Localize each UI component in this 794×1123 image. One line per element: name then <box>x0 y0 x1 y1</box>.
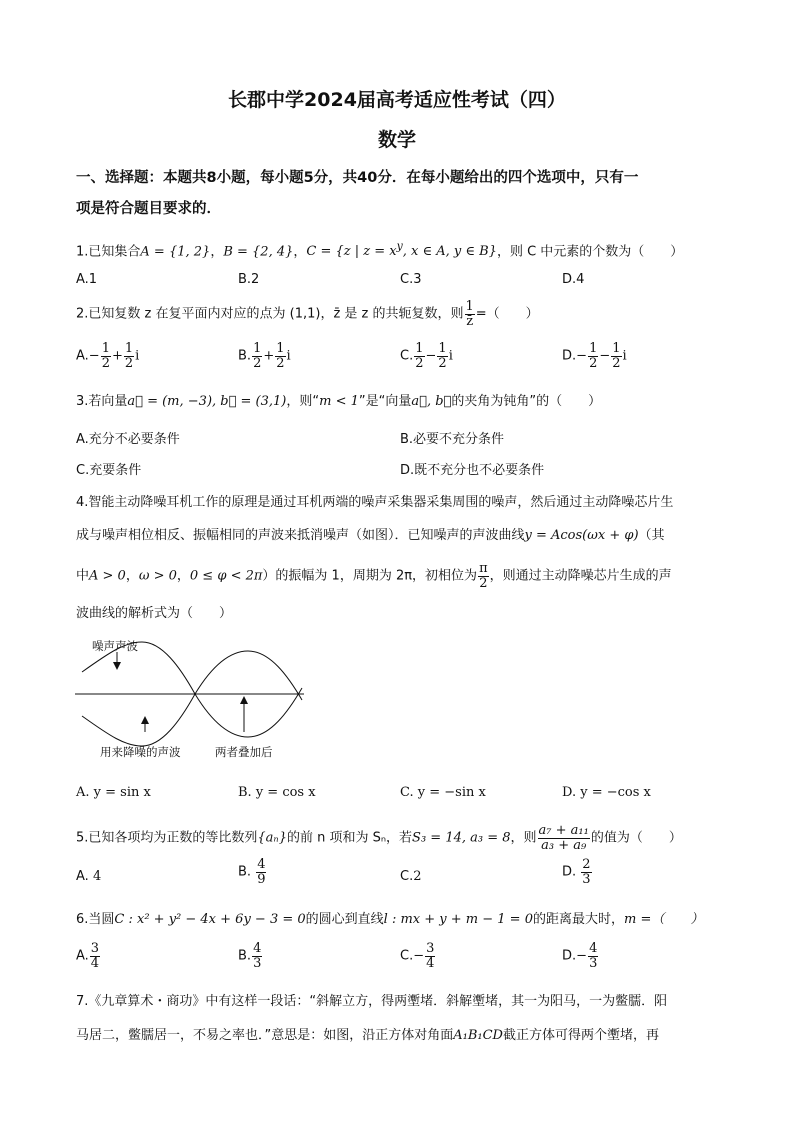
label-noise-wave: 噪声声波 <box>92 639 138 653</box>
q6-option-c: C.− $\frac{3}{4}$ <box>400 941 435 971</box>
q2-option-a: A.− $\frac{1}{2}$ + $\frac{1}{2}$ i <box>76 341 140 371</box>
noise-wave <box>82 642 302 737</box>
q1-option-b: B.2 <box>238 272 260 287</box>
q4-option-b: B. y = cos x <box>238 785 316 800</box>
q2-option-b: B. $\frac{1}{2}$ + $\frac{1}{2}$ i <box>238 341 291 371</box>
q3-option-b: B.必要不充分条件 <box>400 432 505 447</box>
q3-option-a: A.充分不必要条件 <box>76 432 180 447</box>
noise-arrow-head <box>113 662 121 670</box>
question-4-line1: 4.智能主动降噪耳机工作的原理是通过耳机两端的噪声采集器采集周围的噪声，然后通过主动降噪芯片生 <box>76 495 674 510</box>
subject-title: 数学 <box>377 129 416 151</box>
q4-option-c: C. y = −sin x <box>400 785 486 800</box>
q2-option-c: C. $\frac{1}{2}$ − $\frac{1}{2}$ i <box>400 341 453 371</box>
q6-option-b: B. $\frac{4}{3}$ <box>238 941 262 971</box>
question-3: 3.若向量a⃗ = (m, −3), b⃗ = (3,1)，则“m < 1”是“向量a⃗, b⃗的夹角为钝角”的（ ） <box>76 394 602 409</box>
q1-option-c: C.3 <box>400 272 422 287</box>
q6-option-d: D.− $\frac{4}{3}$ <box>562 941 598 971</box>
label-superposition: 两者叠加后 <box>215 745 273 759</box>
label-anti-noise-wave: 用来降噪的声波 <box>100 745 181 759</box>
q5-option-a: A. 4 <box>76 869 102 884</box>
question-4-line3: 中A > 0，ω > 0，0 ≤ φ < 2π）的振幅为 1，周期为 2π，初相位为 $\frac{\pi}{2}$ ，则通过主动降噪芯片生成的声 <box>76 561 672 591</box>
q5-option-c: C.2 <box>400 869 422 884</box>
section-heading-line2: 项是符合题目要求的． <box>76 201 221 217</box>
sum-arrow-head <box>240 696 248 704</box>
anti-noise-arrow-head <box>141 716 149 724</box>
q3-option-c: C.充要条件 <box>76 463 142 478</box>
exam-title: 长郡中学2024届高考适应性考试（四） <box>228 89 566 111</box>
question-6: 6.当圆C : x² + y² − 4x + 6y − 3 = 0的圆心到直线l : mx + y + m − 1 = 0的距离最大时，m =（ ） <box>76 912 704 927</box>
q6-option-a: A. $\frac{3}{4}$ <box>76 941 100 971</box>
q5-option-b: B. $\frac{4}{9}$ <box>238 857 266 887</box>
question-4-line4: 波曲线的解析式为（ ） <box>76 606 233 621</box>
question-7-line2: 马居二，鳖臑居一，不易之率也．”意思是：如图，沿正方体对角面A₁B₁CD截正方体可得两个壍堵，再 <box>76 1028 659 1043</box>
q3-option-d: D.既不充分也不必要条件 <box>400 463 545 478</box>
question-5: 5.已知各项均为正数的等比数列{aₙ}的前 n 项和为 Sₙ，若S₃ = 14, a₃ = 8，则 $\frac{\text{a₇ + a₁₁}}{\text{a₃ + a₉}}$ 的值为（ ） <box>76 823 682 853</box>
question-1: 1.已知集合A = {1, 2}，B = {2, 4}，C = {z | $z = x^y$, x ∈ A, y ∈ B}，则 C 中元素的个数为（ ） <box>76 240 684 260</box>
q5-option-d: D. $\frac{2}{3}$ <box>562 857 591 887</box>
question-2: 2.已知复数 z 在复平面内对应的点为 (1,1)，z̄ 是 z 的共轭复数，则 $\frac{1}{z̄}$ =（ ） <box>76 299 539 329</box>
question-4-line2: 成与噪声相位相反、振幅相同的声波来抵消噪声（如图）．已知噪声的声波曲线y = Acos(ωx + φ)（其 <box>76 528 665 543</box>
q2-option-d: D.− $\frac{1}{2}$ − $\frac{1}{2}$ i <box>562 341 627 371</box>
q1-option-a: A.1 <box>76 272 98 287</box>
q1-option-d: D.4 <box>562 272 585 287</box>
section-heading-line1: 一、选择题：本题共8小题，每小题5分，共40分．在每小题给出的四个选项中，只有一 <box>76 170 639 186</box>
question-7-line1: 7.《九章算术・商功》中有这样一段话：“斜解立方，得两壍堵．斜解壍堵，其一为阳马，一为鳖臑．阳 <box>76 994 668 1009</box>
q4-option-a: A. y = sin x <box>76 785 151 800</box>
q4-option-d: D. y = −cos x <box>562 785 651 800</box>
sound-wave-figure <box>70 632 320 767</box>
